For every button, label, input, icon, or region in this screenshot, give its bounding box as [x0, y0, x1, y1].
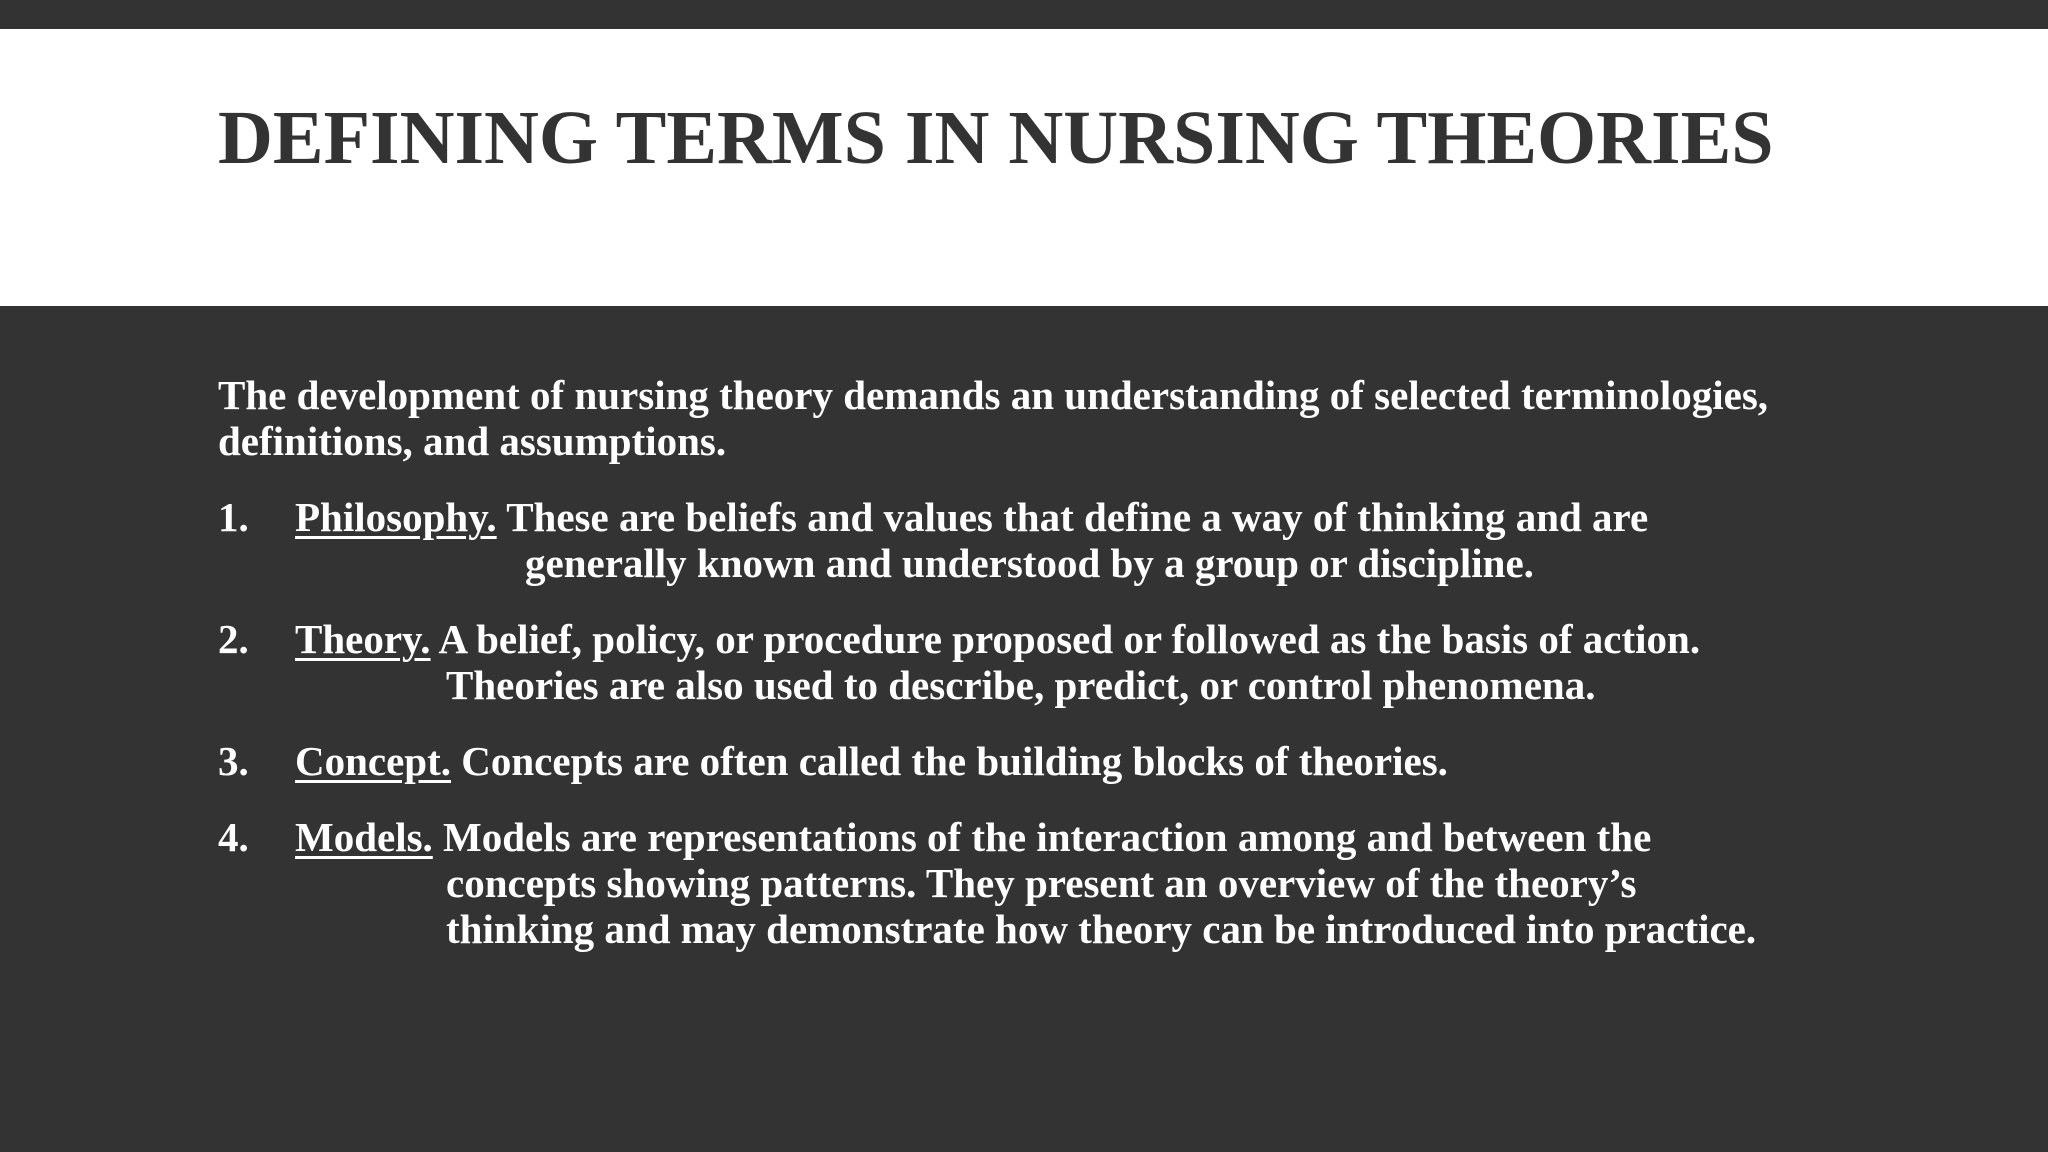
term-number: 1. [218, 494, 249, 540]
intro-line: definitions, and assumptions. [218, 418, 727, 464]
term-number: 3. [218, 738, 249, 784]
term-item-concept [218, 738, 1898, 784]
term-line [295, 814, 1898, 860]
term-name: Philosophy. [295, 494, 497, 540]
term-name: Models. [295, 814, 433, 860]
intro-line: The development of nursing theory demands an understanding of selected terminologies, [218, 372, 1769, 418]
term-definition-continued: generally known and understood by a group or discipline. [525, 540, 1534, 586]
term-definition-continued: thinking and may demonstrate how theory can be introduced into practice. [446, 906, 1757, 952]
slide-title: DEFINING TERMS IN NURSING THEORIES [218, 96, 1774, 180]
term-item-models [218, 814, 1898, 952]
term-definition: A belief, policy, or procedure proposed or followed as the basis of action. [430, 616, 1701, 662]
term-definition: Models are representations of the interaction among and between the [432, 814, 1652, 860]
term-definition-continued: concepts showing patterns. They present an overview of the theory’s [446, 860, 1637, 906]
term-line [295, 738, 1898, 784]
intro-paragraph [218, 372, 1898, 464]
term-name: Theory. [295, 616, 431, 662]
term-number: 4. [218, 814, 249, 860]
terms-list [218, 494, 1898, 952]
term-item-philosophy [218, 494, 1898, 586]
term-definition: These are beliefs and values that define a way of thinking and are [496, 494, 1649, 540]
term-number: 2. [218, 616, 249, 662]
term-item-theory [218, 616, 1898, 708]
slide-body [218, 372, 1898, 982]
term-name: Concept. [295, 738, 452, 784]
term-definition: Concepts are often called the building blocks of theories. [451, 738, 1448, 784]
term-definition-continued: Theories are also used to describe, predict, or control phenomena. [446, 662, 1596, 708]
term-line [295, 616, 1898, 662]
term-line [295, 494, 1898, 540]
